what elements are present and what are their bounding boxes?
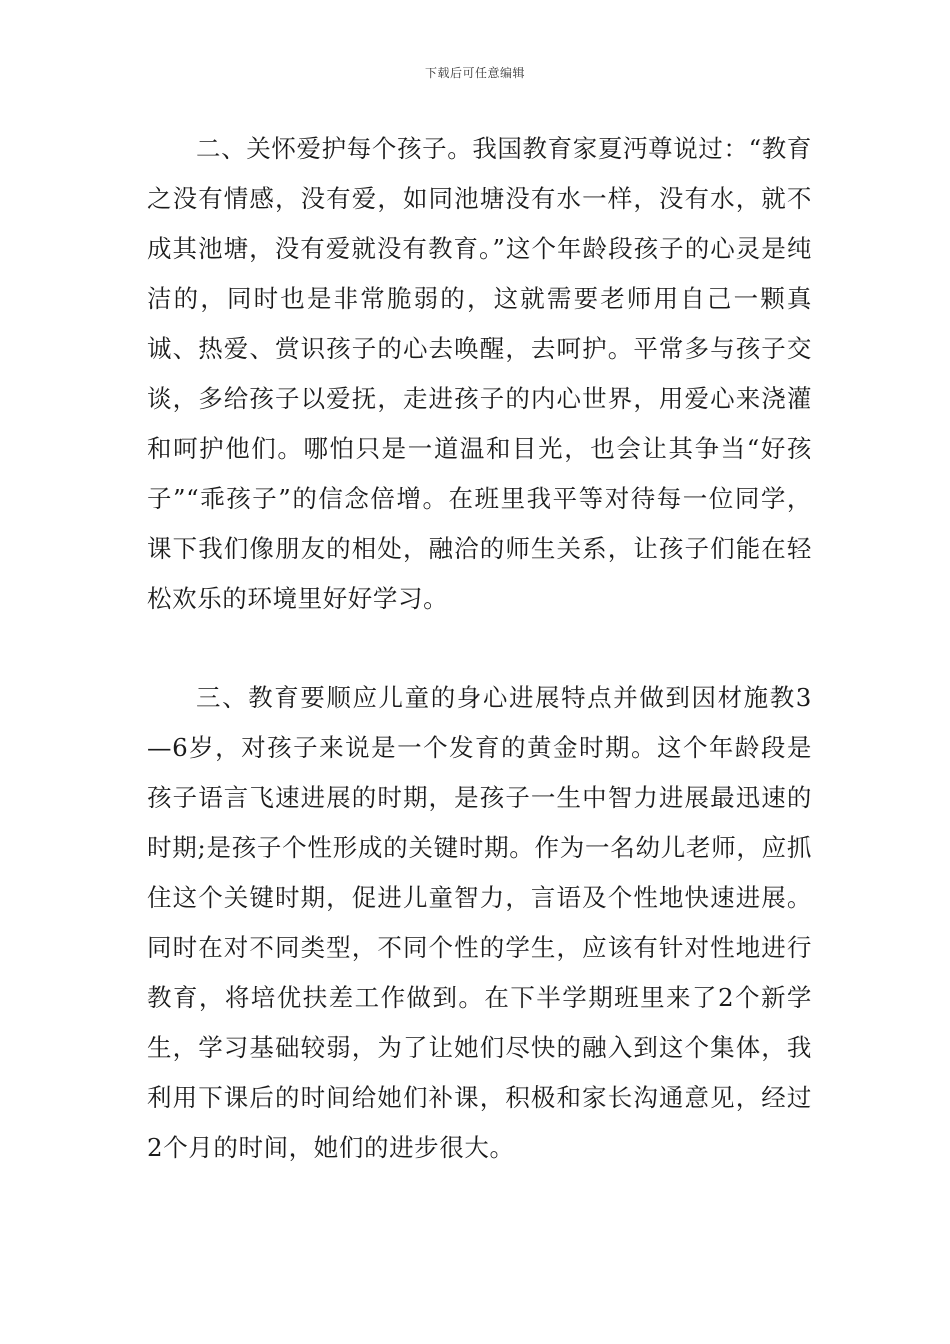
paragraph-care-for-children: 二、关怀爱护每个孩子。我国教育家夏沔尊说过：“教育之没有情感，没有爱，如同池塘没有水一样，没有水，就不成其池塘，没有爱就没有教育。”这个年龄段孩子的心灵是纯洁的，同时也是非常脆弱的，这就需要老师用自己一颗真诚、热爱、赏识孩子的心去唤醒，去呵护。平常多与孩子交谈，多给孩子以爱抚，走进孩子的内心世界，用爱心来浇灌和呵护他们。哪怕只是一道温和目光，也会让其争当“好孩子”“乖孩子”的信念倍增。在班里我平等对待每一位同学，课下我们像朋友的相处，融洽的师生关系，让孩子们能在轻松欢乐的环境里好好学习。 (147, 134, 812, 613)
page-header-note: 下载后可任意编辑 (424, 66, 525, 80)
paragraph-teach-according-to-aptitude: 三、教育要顺应儿童的身心进展特点并做到因材施教3—6岁，对孩子来说是一个发育的黄金时期。这个年龄段是孩子语言飞速进展的时期，是孩子一生中智力进展最迅速的时期;是孩子个性形成的关键时期。作为一名幼儿老师，应抓住这个关键时期，促进儿童智力，言语及个性地快速进展。同时在对不同类型，不同个性的学生，应该有针对性地进行教育，将培优扶差工作做到。在下半学期班里来了2个新学生，学习基础较弱，为了让她们尽快的融入到这个集体，我利用下课后的时间给她们补课，积极和家长沟通意见，经过2个月的时间，她们的进步很大。 (147, 683, 812, 1162)
